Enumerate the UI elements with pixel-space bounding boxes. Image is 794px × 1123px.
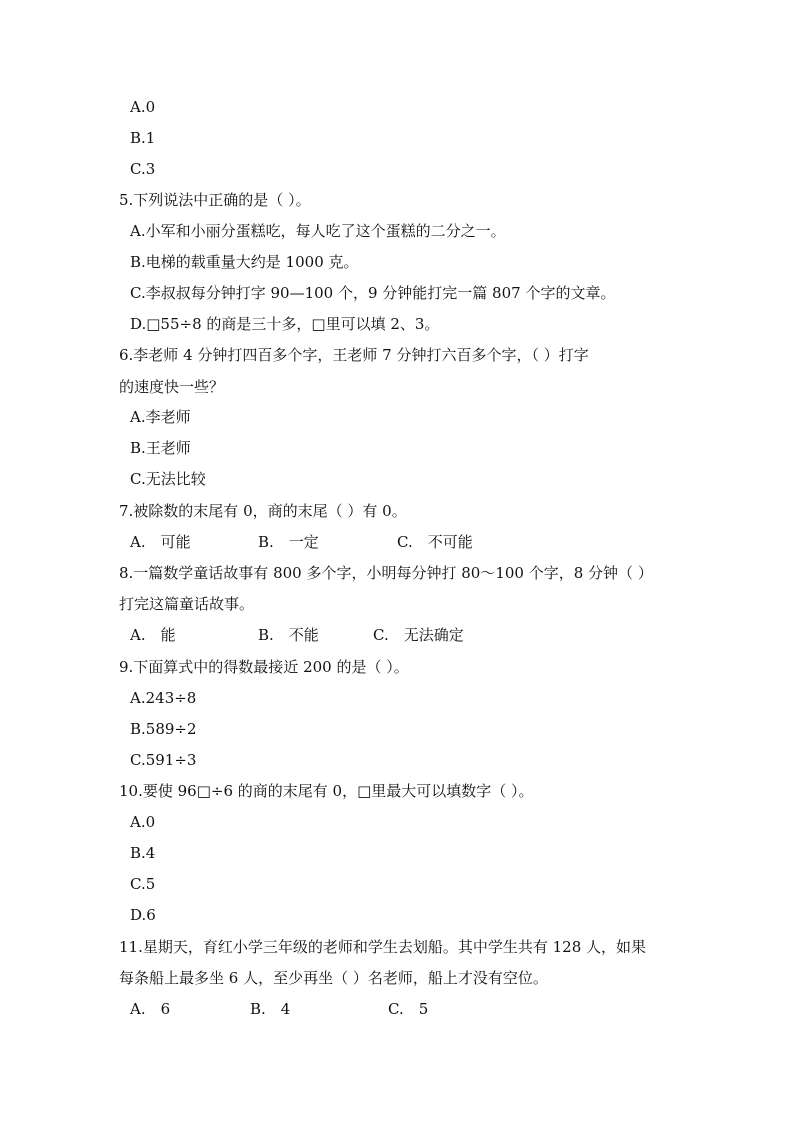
q5-option-c: C.李叔叔每分钟打字 90—100 个，9 分钟能打完一篇 807 个字的文章。 [130, 284, 616, 302]
q10-option-d: D.6 [130, 906, 156, 924]
q7-options-row [130, 528, 730, 556]
q5-option-a: A.小军和小丽分蛋糕吃，每人吃了这个蛋糕的二分之一。 [130, 222, 506, 240]
q10-option-a: A.0 [130, 813, 156, 831]
q6-stem-line1: 6.李老师 4 分钟打四百多个字，王老师 7 分钟打六百多个字，（ ）打字 [119, 346, 589, 364]
q9-option-a: A.243÷8 [130, 689, 197, 707]
q9-option-b: B.589÷2 [130, 720, 197, 738]
q8-option-c: C. 无法确定 [373, 626, 464, 644]
q8-stem-line2: 打完这篇童话故事。 [119, 595, 255, 613]
q7-option-a: A. 可能 [130, 533, 191, 551]
q8-option-b: B. 不能 [258, 626, 319, 644]
q8-stem-line1: 8.一篇数学童话故事有 800 多个字，小明每分钟打 80～100 个字，8 分钟（ ） [119, 564, 653, 582]
q9-stem: 9.下面算式中的得数最接近 200 的是（ ）。 [119, 658, 409, 676]
q8-option-a: A. 能 [130, 626, 176, 644]
q7-stem: 7.被除数的末尾有 0，商的末尾（ ）有 0。 [119, 502, 407, 520]
q7-option-b: B. 一定 [258, 533, 319, 551]
q9-option-c: C.591÷3 [130, 751, 197, 769]
q6-option-b: B.王老师 [130, 439, 191, 457]
q4-option-b: B.1 [130, 129, 156, 147]
q11-option-a: A. 6 [130, 1000, 171, 1018]
q5-option-b: B.电梯的载重量大约是 1000 克。 [130, 253, 359, 271]
q5-option-d: D.□55÷8 的商是三十多，□里可以填 2、3。 [130, 315, 440, 333]
q6-option-c: C.无法比较 [130, 470, 206, 488]
q4-option-c: C.3 [130, 160, 156, 178]
q11-options-row [130, 995, 730, 1023]
q10-option-b: B.4 [130, 844, 156, 862]
q11-option-c: C. 5 [388, 1000, 429, 1018]
q5-stem: 5.下列说法中正确的是（ ）。 [119, 191, 311, 209]
q10-option-c: C.5 [130, 875, 156, 893]
q8-options-row [130, 621, 730, 649]
q7-option-c: C. 不可能 [397, 533, 473, 551]
q6-stem-line2: 的速度快一些？ [119, 378, 225, 396]
q4-option-a: A.0 [130, 98, 156, 116]
q11-stem-line2: 每条船上最多坐 6 人，至少再坐（ ）名老师，船上才没有空位。 [119, 969, 548, 987]
q11-stem-line1: 11.星期天，育红小学三年级的老师和学生去划船。其中学生共有 128 人，如果 [119, 938, 647, 956]
q6-option-a: A.李老师 [130, 408, 191, 426]
q10-stem: 10.要使 96□÷6 的商的末尾有 0，□里最大可以填数字（ ）。 [119, 782, 534, 800]
q11-option-b: B. 4 [250, 1000, 291, 1018]
